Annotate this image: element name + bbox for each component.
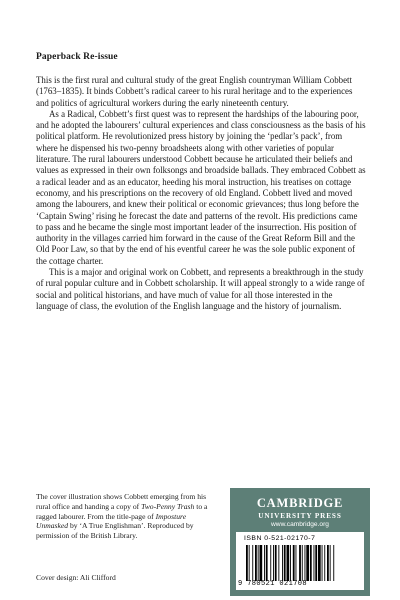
publisher-url: www.cambridge.org bbox=[271, 521, 329, 528]
publisher-name: CAMBRIDGE bbox=[256, 496, 344, 510]
blurb-paragraph: As a Radical, Cobbett’s first quest was to represent the hardships of the labouring poor, and he adopted the labourers’ cultural experiences and class consciousness as the basis of his political platform. He revolutionized press history by joining the ‘pedlar’s pack’, from where he dispensed his two-penny broadsheets along with other varieties of popular literature. The rural labourers understood Cobbett because he articulated their beliefs and values as expressed in their own folksongs and broadside ballads. They embraced Cobbett as a radical leader and as an educator, heeding his moral instruction, his treatises on cottage economy, and his prescriptions on the recovery of old England. Cobbett lived and moved among the labourers, and knew their political or economic grievances; thus long before the ‘Captain Swing’ rising he forecast the date and patterns of the revolt. His predictions came to pass and he became the single most important leader of the insurrection. His position of authority in the villages carried him forward in the cause of the Great Reform Bill and the Old Poor Law, so that by the end of his eventful career he was the sole public exponent of the cottage charter. bbox=[36, 108, 366, 266]
isbn-label: ISBN 0-521-02170-7 bbox=[244, 535, 316, 542]
caption-text: to a ragged labourer. From the title-page of bbox=[36, 501, 208, 521]
blurb-text bbox=[36, 75, 366, 312]
barcode-number: 9 780521 021708 bbox=[238, 580, 308, 588]
caption-title: Imposture Unmasked bbox=[36, 511, 187, 531]
cover-illustration-caption bbox=[36, 492, 216, 541]
barcode-panel bbox=[236, 532, 364, 590]
publisher-block bbox=[230, 488, 370, 596]
barcode-icon bbox=[246, 545, 354, 581]
caption-text: by ‘A True Englishman’. Reproduced by permission of the British Library. bbox=[36, 521, 194, 541]
blurb-paragraph: This is a major and original work on Cobbett, and represents a breakthrough in the study of rural popular culture and in Cobbett scholarship. It will appeal strongly to a wide range of social and political historians, and have much of value for all those interested in the language of class, the evolution of the English language and the history of journalism. bbox=[36, 267, 365, 311]
publisher-subname: UNIVERSITY PRESS bbox=[258, 512, 342, 520]
blurb-paragraph: This is the first rural and cultural study of the great English countryman William Cobbett (1763–1835). It binds Cobbett’s radical career to his rural heritage and to the experiences and politics of agricultural workers during the early nineteenth century. bbox=[36, 75, 353, 108]
caption-title: Two-Penny Trash bbox=[141, 501, 195, 511]
cover-design-credit: Cover design: Ali Clifford bbox=[36, 573, 116, 582]
reissue-heading: Paperback Re-issue bbox=[36, 52, 118, 62]
caption-text: The cover illustration shows Cobbett emerging from his rural office and handing a copy of bbox=[36, 492, 207, 511]
